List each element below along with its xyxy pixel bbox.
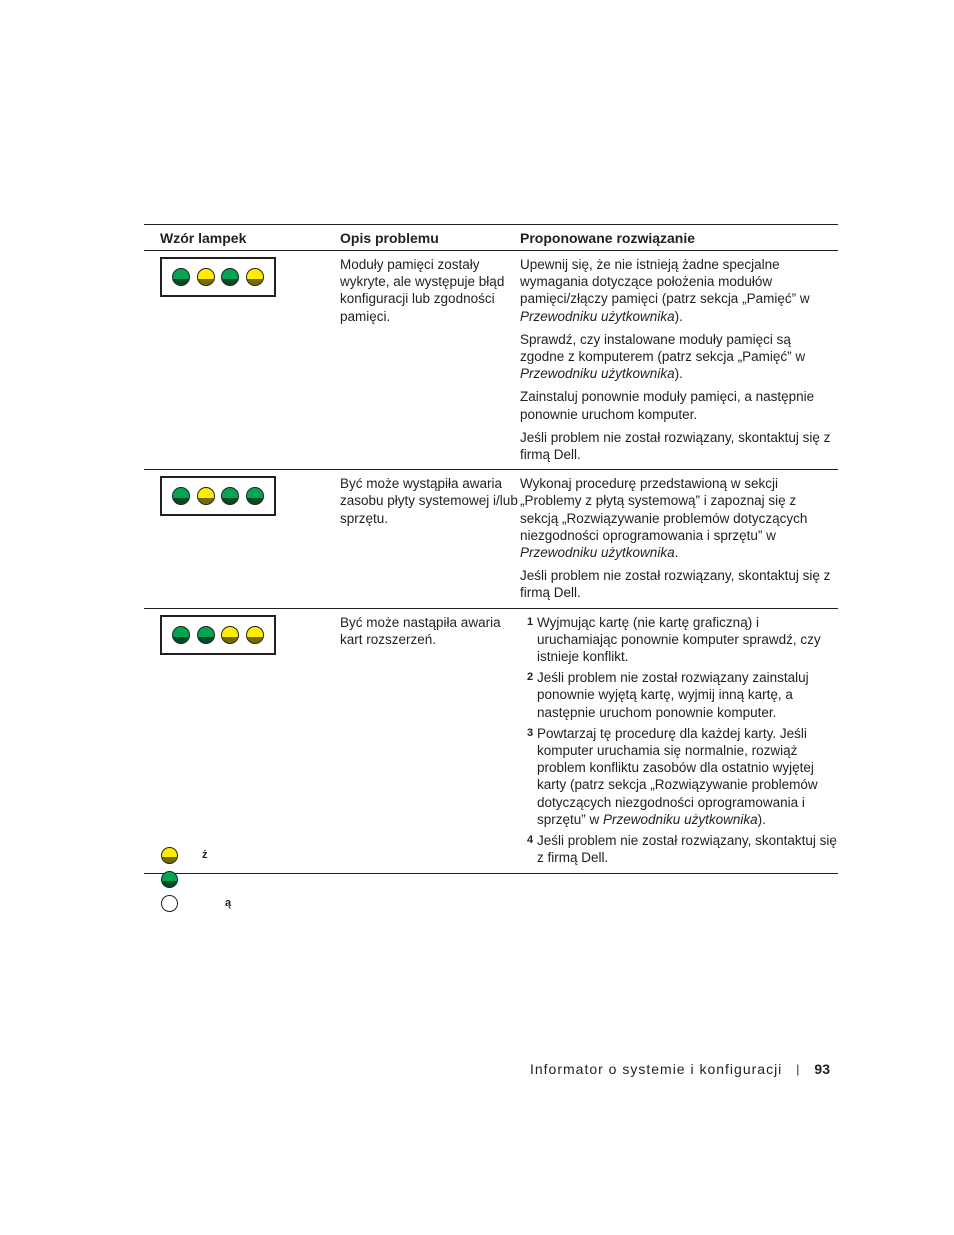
footer-title: Informator o systemie i konfiguracji	[529, 1061, 783, 1077]
light-off-icon	[161, 895, 178, 912]
step-item: 4 Jeśli problem nie został rozwiązany, skontaktuj się z firmą Dell.	[527, 833, 837, 866]
light-legend	[161, 843, 231, 915]
legend-item	[161, 867, 231, 891]
table-row	[144, 609, 838, 874]
light-pattern	[160, 476, 276, 516]
page-number: 93	[814, 1061, 830, 1077]
green-light-icon	[161, 871, 178, 888]
legend-item	[161, 843, 231, 867]
solution-steps	[520, 614, 838, 867]
diagnostic-light-icon	[246, 487, 264, 505]
diagnostic-light-icon	[197, 268, 215, 286]
step-item: 1 Wyjmując kartę (nie kartę graficzną) i uruchamiając ponownie komputer sprawdź, czy istnieje konflikt.	[527, 614, 821, 665]
solution-text	[520, 255, 838, 463]
diagnostic-light-icon	[221, 268, 239, 286]
solution-paragraph: Jeśli problem nie został rozwiązany, skontaktuj się z firmą Dell.	[520, 568, 831, 601]
footer-separator: |	[796, 1062, 801, 1076]
problem-description: Być może nastąpiła awaria kart rozszerzeń.	[340, 614, 501, 647]
legend-item	[161, 891, 231, 915]
step-item: 2 Jeśli problem nie został rozwiązany zainstaluj ponownie wyjętą kartę, wyjmij inną kartę, a następnie uruchom ponownie komputer.	[527, 670, 809, 720]
solution-paragraph: Zainstaluj ponownie moduły pamięci, a następnie ponownie uruchom komputer.	[520, 389, 815, 422]
solution-text	[520, 474, 838, 601]
diagnostic-light-icon	[246, 268, 264, 286]
table-header	[144, 225, 838, 251]
solution-paragraph: Upewnij się, że nie istnieją żadne specjalne wymagania dotyczące położenia modułów pamięci/złączy pamięci (patrz sekcja „Pamięć” w Przewodniku użytkownika).	[520, 257, 810, 324]
diagnostic-light-icon	[197, 487, 215, 505]
diagnostic-light-icon	[172, 626, 190, 644]
diagnostic-light-icon	[172, 487, 190, 505]
problem-description: Być może wystąpiła awaria zasobu płyty systemowej i/lub sprzętu.	[340, 476, 518, 526]
diagnostic-light-icon	[221, 487, 239, 505]
solution-paragraph: Sprawdź, czy instalowane moduły pamięci są zgodne z komputerem (patrz sekcja „Pamięć” w Przewodniku użytkownika).	[520, 331, 806, 382]
header-solution: Proponowane rozwiązanie	[520, 229, 696, 246]
diagnostic-light-icon	[246, 626, 264, 644]
header-light-pattern: Wzór lampek	[160, 229, 247, 246]
solution-paragraph: Jeśli problem nie został rozwiązany, skontaktuj się z firmą Dell.	[520, 429, 831, 463]
diagnostic-light-icon	[221, 626, 239, 644]
light-pattern	[160, 257, 276, 297]
table-row	[144, 470, 838, 608]
diagnostic-light-icon	[197, 626, 215, 644]
legend-label: ż	[202, 849, 208, 861]
troubleshooting-table	[144, 224, 838, 874]
legend-label: ą	[225, 897, 232, 909]
problem-description: Moduły pamięci zostały wykryte, ale występuje błąd konfiguracji lub zgodności pamięci.	[340, 257, 505, 324]
light-pattern	[160, 615, 276, 655]
page-footer	[530, 1061, 830, 1077]
header-problem: Opis problemu	[340, 229, 439, 246]
yellow-light-icon	[161, 847, 178, 864]
solution-paragraph: Wykonaj procedurę przedstawioną w sekcji „Problemy z płytą systemową” i zapoznaj się z sekcją „Rozwiązywanie problemów dotyczących niezgodności oprogramowania i sprzętu” w Przewodniku użytkownika.	[520, 476, 808, 561]
diagnostic-light-icon	[172, 268, 190, 286]
table-row	[144, 251, 838, 470]
solution-text	[520, 613, 838, 867]
step-item: 3 Powtarzaj tę procedurę dla każdej karty. Jeśli komputer uruchamia się normalnie, rozwiąż problem konfliktu zasobów dla ostatnio wyjętej karty (patrz sekcja „Rozwiązywanie problemów dotyczących niezgodności oprogramowania i sprzętu” w Przewodniku użytkownika).	[527, 725, 818, 827]
